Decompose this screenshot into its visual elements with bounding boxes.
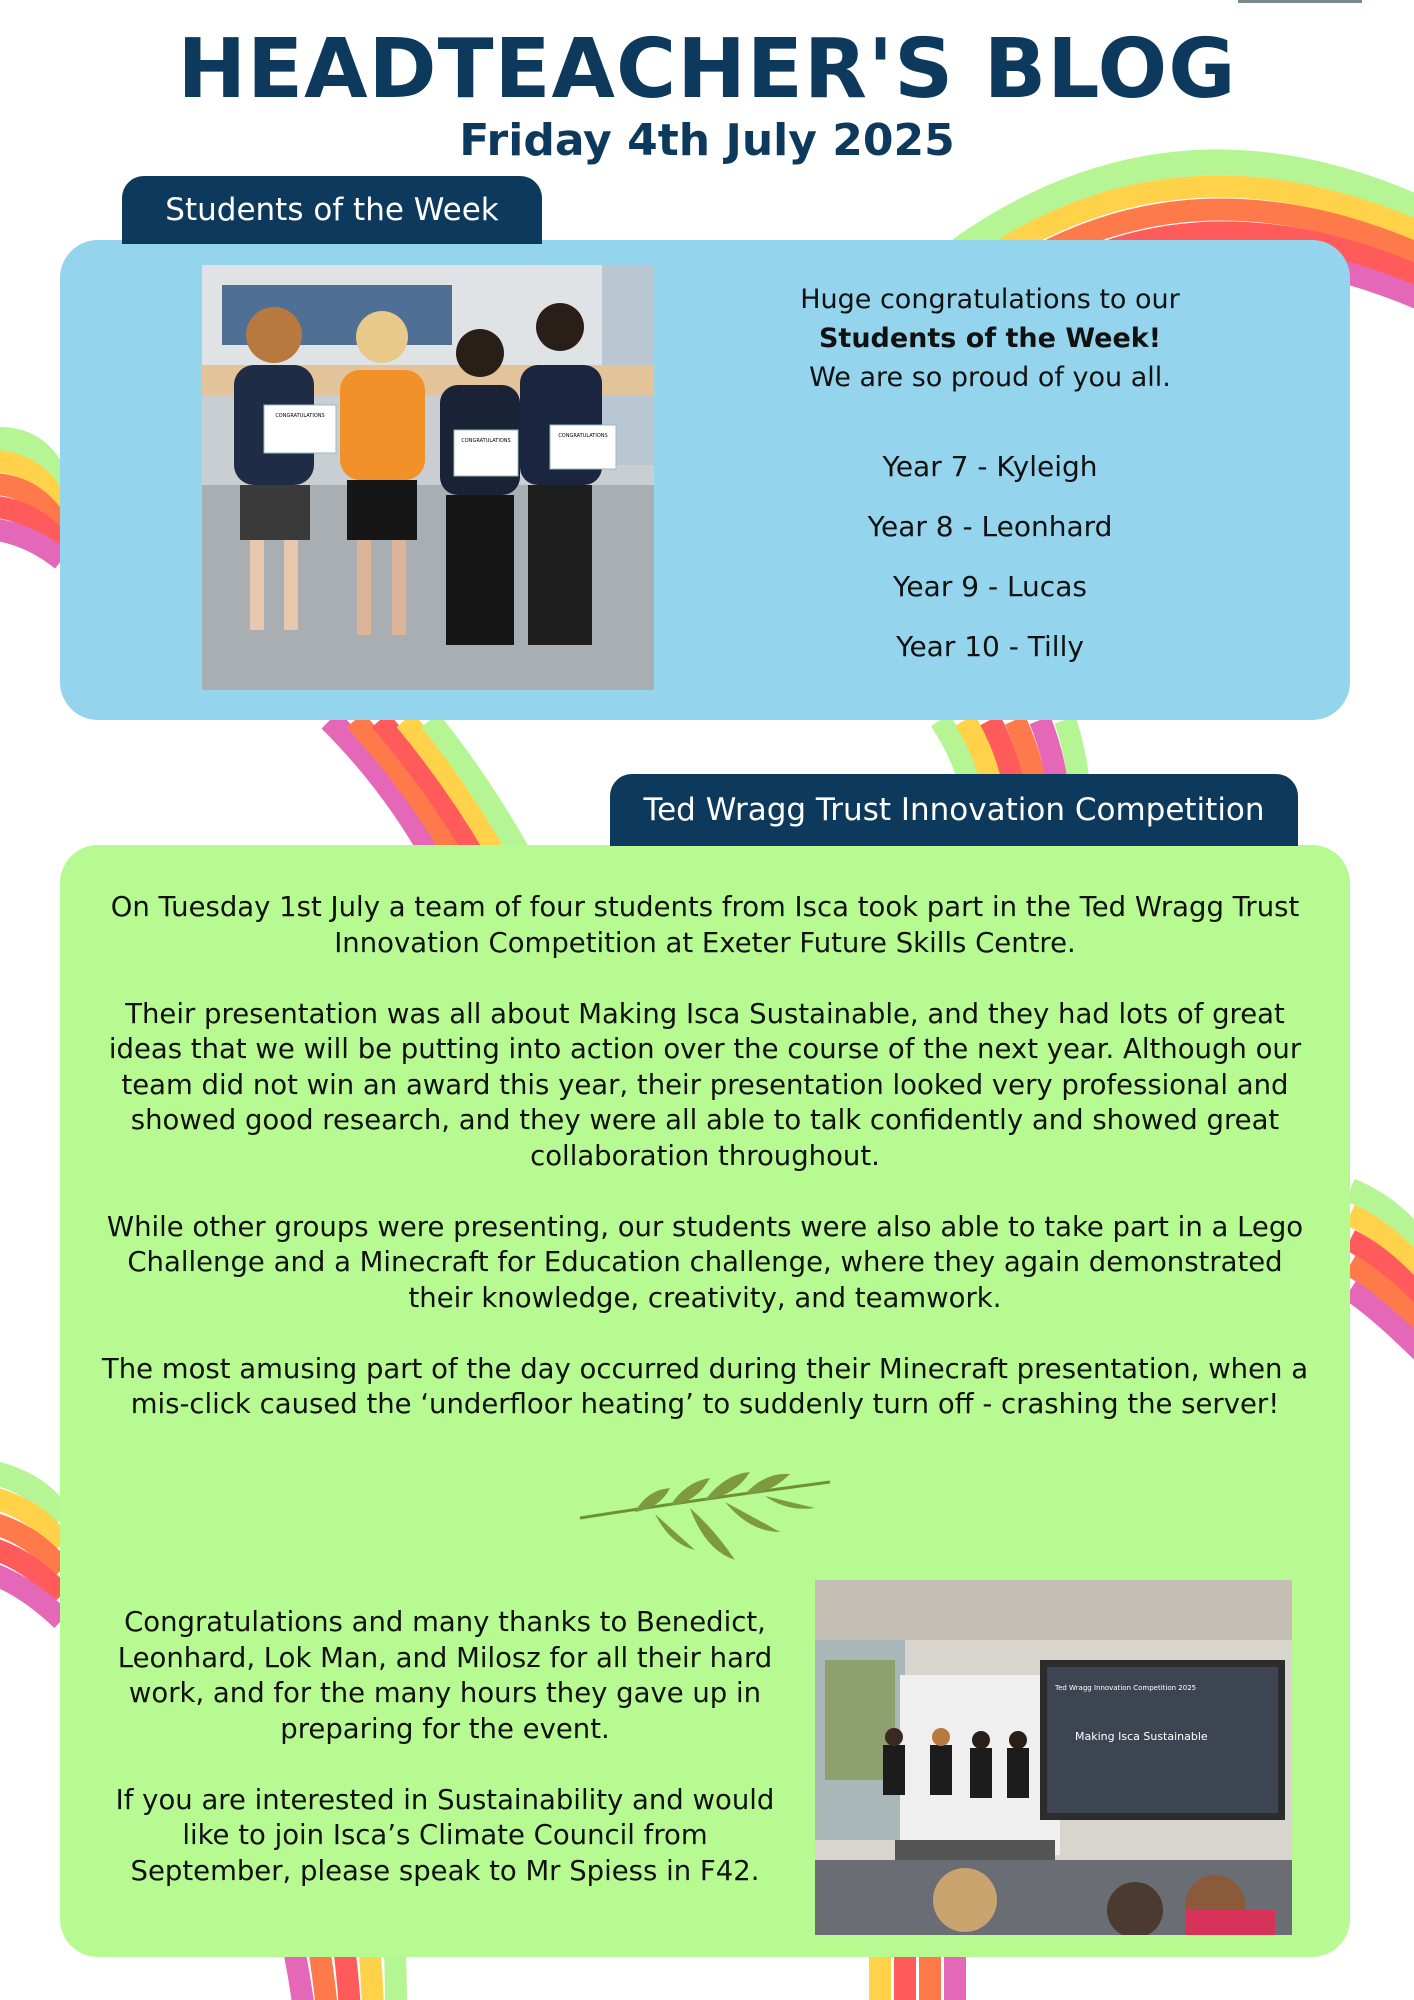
rainbow-arc-right-mid — [1350, 1190, 1414, 1360]
thanks-paragraph-2: If you are interested in Sustainability and would like to join Isca’s Climate Council from September, please speak to Mr Spiess in F42. — [115, 1783, 775, 1887]
year-10-entry: Year 10 - Tilly — [896, 630, 1084, 663]
innovation-paragraph-2: Their presentation was all about Making Isca Sustainable, and they had lots of great ideas that we will be putting into action over the course of the next year. Although our team did not win an award this year, their presentation looked very professional and showed good research, and they were all able to talk confidently and showed great collaboration throughout. — [108, 997, 1302, 1172]
top-edge-bar — [1238, 0, 1362, 3]
leaf-branch-icon — [575, 1470, 835, 1580]
thanks-text — [100, 1605, 790, 1925]
blog-date: Friday 4th July 2025 — [459, 115, 955, 166]
certificate-text-2: CONGRATULATIONS — [461, 438, 511, 444]
students-of-week-text — [740, 280, 1240, 677]
year-8-entry: Year 8 - Leonhard — [867, 510, 1113, 543]
sotw-intro-line1: Huge congratulations to our — [800, 284, 1180, 315]
rainbow-arc-center-right — [940, 720, 1078, 778]
sotw-intro-line2: Students of the Week! — [818, 323, 1162, 354]
year-list — [740, 437, 1240, 677]
rainbow-arc-left-lower — [0, 1470, 62, 1620]
certificate-text-1: CONGRATULATIONS — [275, 413, 325, 419]
rainbow-arc-center-left — [330, 720, 518, 850]
section-tab-students-of-the-week: Students of the Week — [122, 176, 542, 244]
rainbow-arc-left-upper — [0, 439, 62, 560]
innovation-body — [100, 890, 1310, 1458]
year-9-entry: Year 9 - Lucas — [893, 570, 1087, 603]
sotw-intro-line3: We are so proud of you all. — [809, 362, 1171, 393]
screen-main-text: Making Isca Sustainable — [1075, 1730, 1208, 1743]
thanks-paragraph-1: Congratulations and many thanks to Benedict, Leonhard, Lok Man, and Milosz for all their hard work, and for the many hours they gave up in preparing for the event. — [117, 1606, 773, 1745]
screen-title-text: Ted Wragg Innovation Competition 2025 — [1055, 1684, 1197, 1692]
innovation-paragraph-1: On Tuesday 1st July a team of four students from Isca took part in the Ted Wragg Trust Innovation Competition at Exeter Future Skills Centre. — [110, 891, 1300, 959]
rainbow-arc-bottom — [295, 1955, 955, 2000]
certificate-text-3: CONGRATULATIONS — [558, 433, 608, 439]
students-of-week-photo — [202, 265, 654, 690]
innovation-paragraph-3: While other groups were presenting, our students were also able to take part in a Lego Challenge and a Minecraft for Education challenge, where they again demonstrated their knowledge, creativity, and teamwork. — [106, 1210, 1304, 1314]
competition-photo — [815, 1580, 1292, 1935]
innovation-paragraph-4: The most amusing part of the day occurred during their Minecraft presentation, when a mis-click caused the ‘underfloor heating’ to suddenly turn off - crashing the server! — [101, 1352, 1309, 1420]
page-title: HEADTEACHER'S BLOG — [177, 22, 1237, 117]
year-7-entry: Year 7 - Kyleigh — [882, 450, 1098, 483]
section-tab-innovation-competition: Ted Wragg Trust Innovation Competition — [610, 774, 1298, 846]
